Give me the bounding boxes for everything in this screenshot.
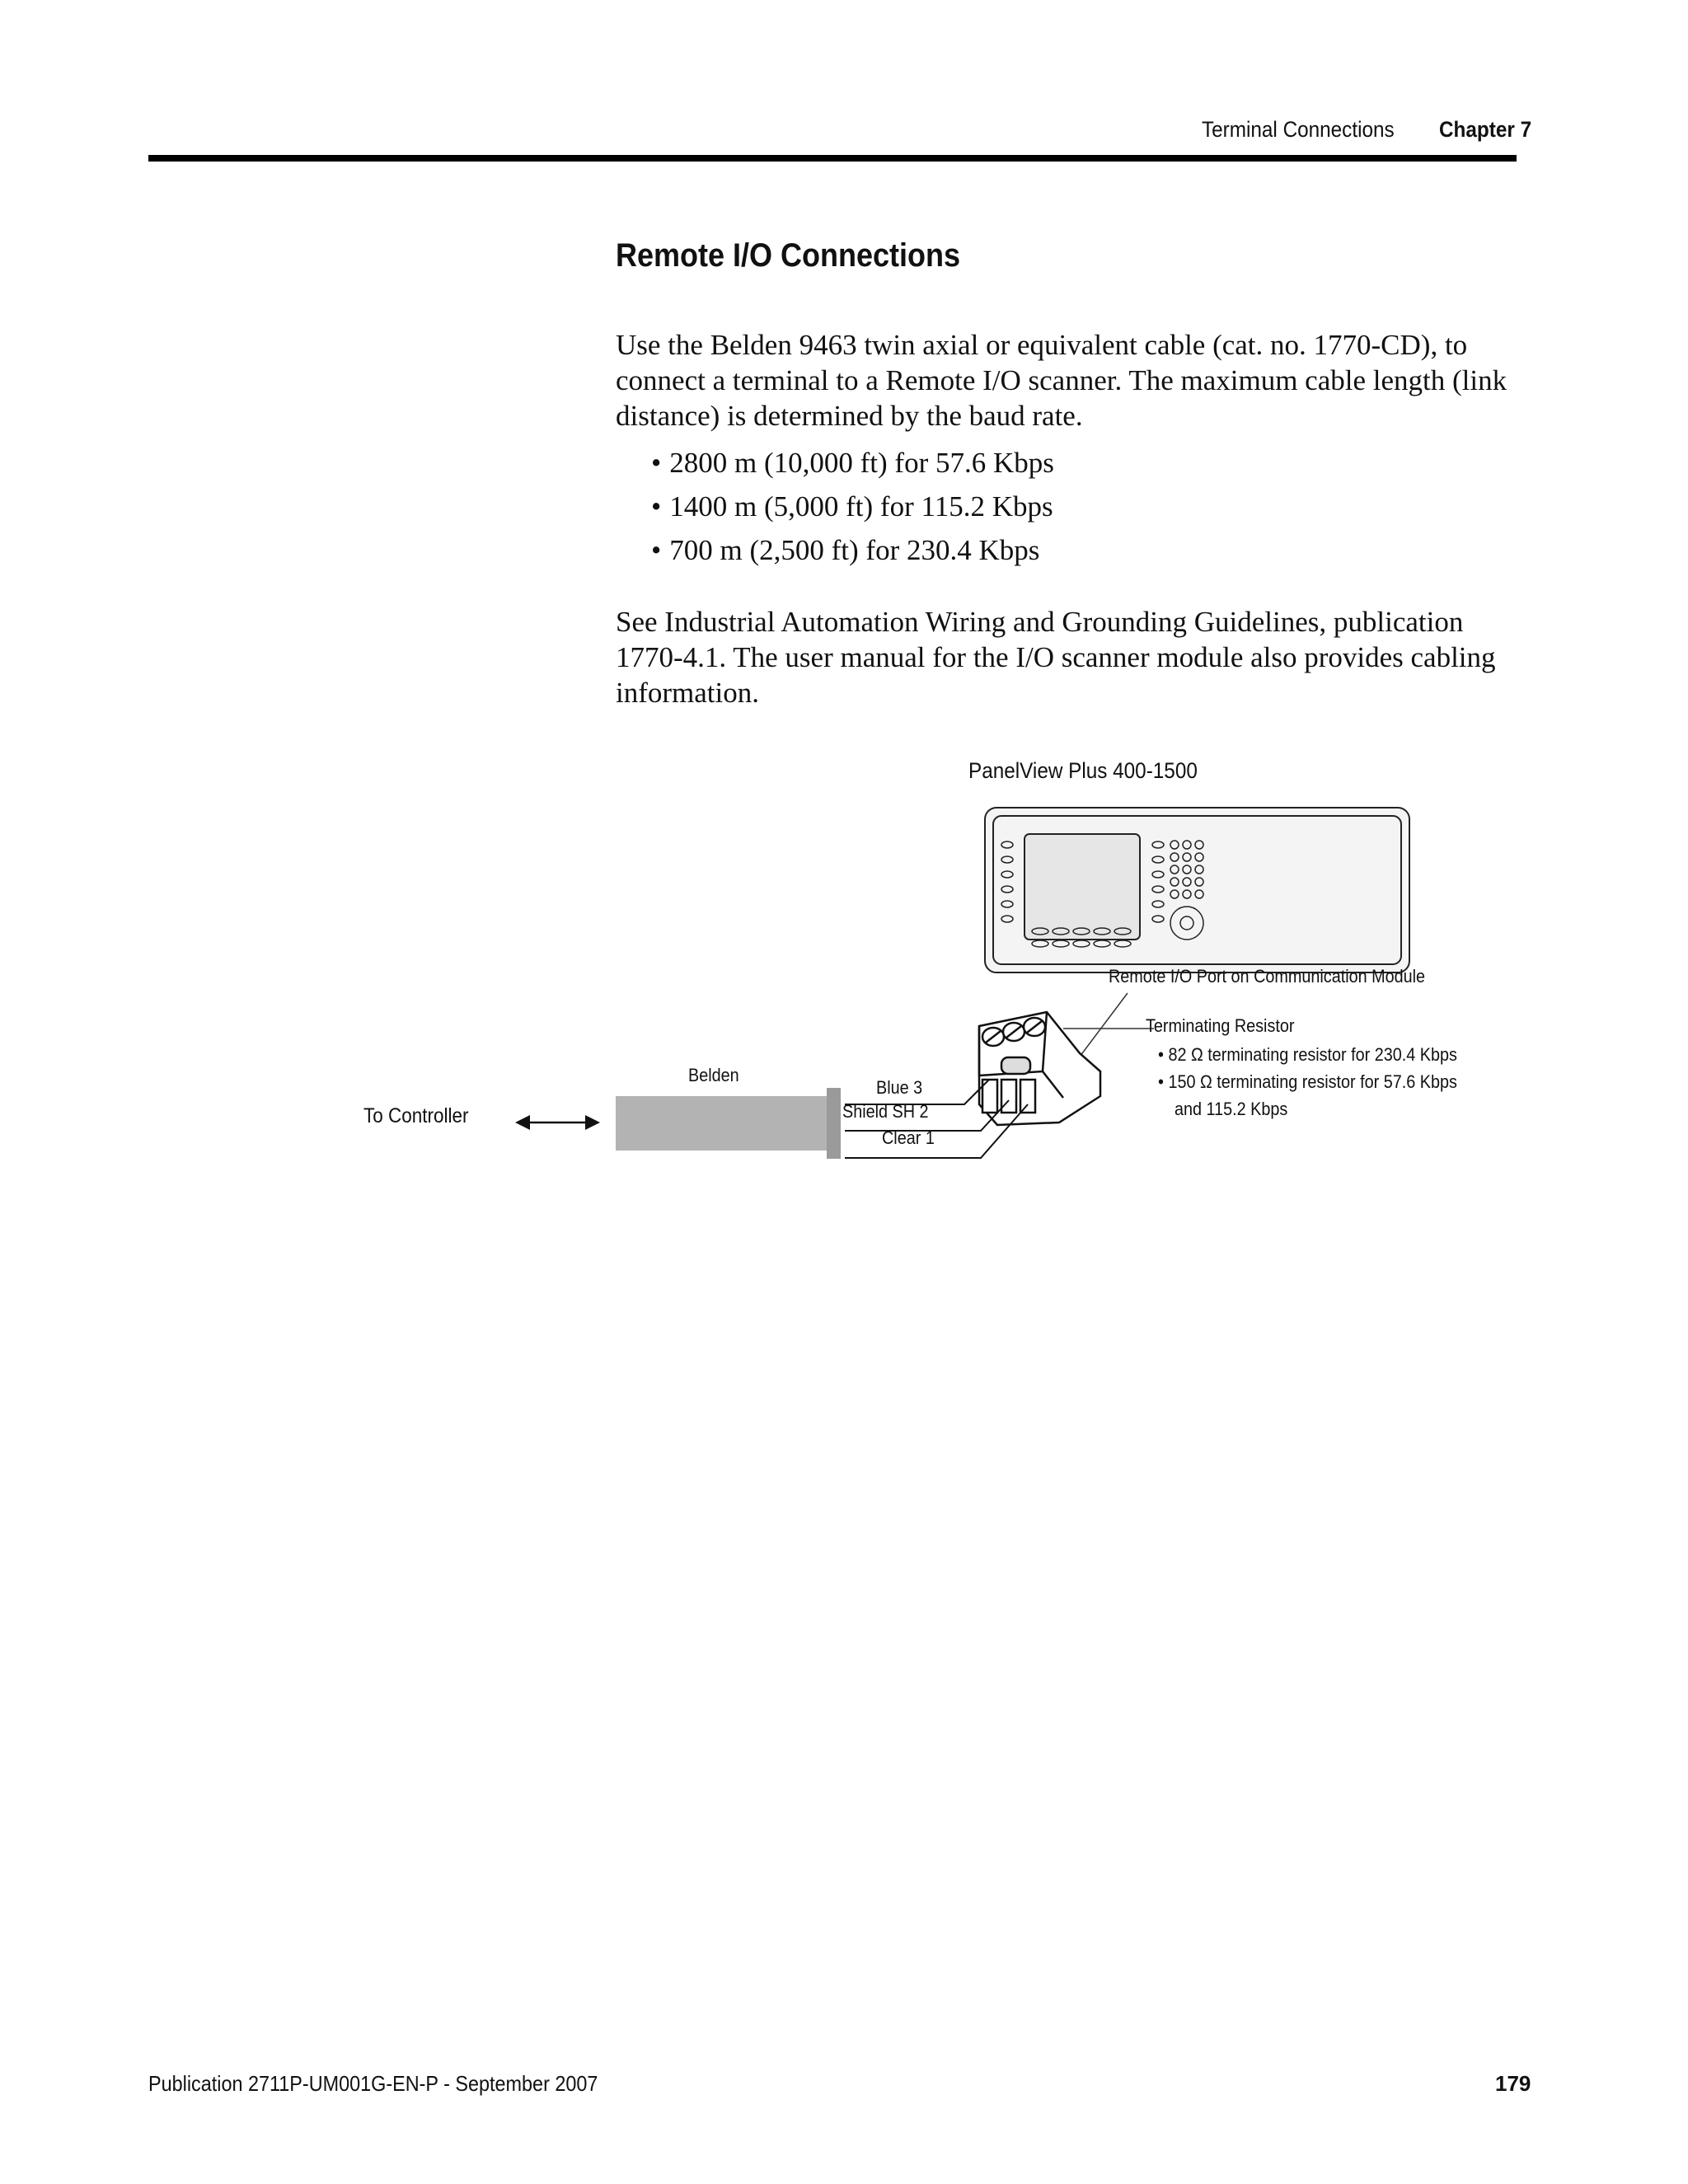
footer-publication: Publication 2711P-UM001G-EN-P - September 2007 [148, 2071, 598, 2096]
controller-label: To Controller [363, 1104, 469, 1127]
list-item: • 700 m (2,500 ft) for 230.4 Kbps [651, 528, 1054, 572]
running-header-chapter: Chapter 7 [1439, 117, 1532, 142]
wire-label-blue: Blue 3 [876, 1077, 923, 1098]
cable-label: Belden [688, 1065, 739, 1085]
resistor-item-continuation: and 115.2 Kbps [1175, 1099, 1288, 1119]
belden-cable [616, 1096, 832, 1151]
reference-paragraph: See Industrial Automation Wiring and Grounding Guidelines, publication 1770-4.1. The user manual for the I/O scanner module also provides cabling information. [616, 606, 1496, 709]
list-item: • 1400 m (5,000 ft) for 115.2 Kbps [651, 485, 1054, 528]
resistor-title: Terminating Resistor [1146, 1015, 1295, 1036]
wire-label-shield: Shield SH 2 [842, 1101, 929, 1122]
list-item: • 2800 m (10,000 ft) for 57.6 Kbps [651, 441, 1054, 485]
controller-arrow [515, 1115, 600, 1130]
resistor-item-150: • 150 Ω terminating resistor for 57.6 Kbps [1158, 1071, 1457, 1092]
running-header-section: Terminal Connections [1202, 117, 1395, 142]
resistor-item-82: • 82 Ω terminating resistor for 230.4 Kbps [1158, 1044, 1457, 1065]
wire-label-clear: Clear 1 [882, 1127, 935, 1148]
port-label: Remote I/O Port on Communication Module [1109, 966, 1426, 987]
device-label: PanelView Plus 400-1500 [968, 758, 1198, 783]
panelview-terminal-illustration [985, 808, 1409, 972]
page-title: Remote I/O Connections [616, 237, 961, 274]
intro-paragraph: Use the Belden 9463 twin axial or equivalent cable (cat. no. 1770-CD), to connect a terminal to a Remote I/O scanner. The maximum cable length (link distance) is determined by the baud rate. [616, 329, 1507, 432]
cable-end [827, 1088, 841, 1159]
page-number: 179 [1495, 2071, 1531, 2096]
